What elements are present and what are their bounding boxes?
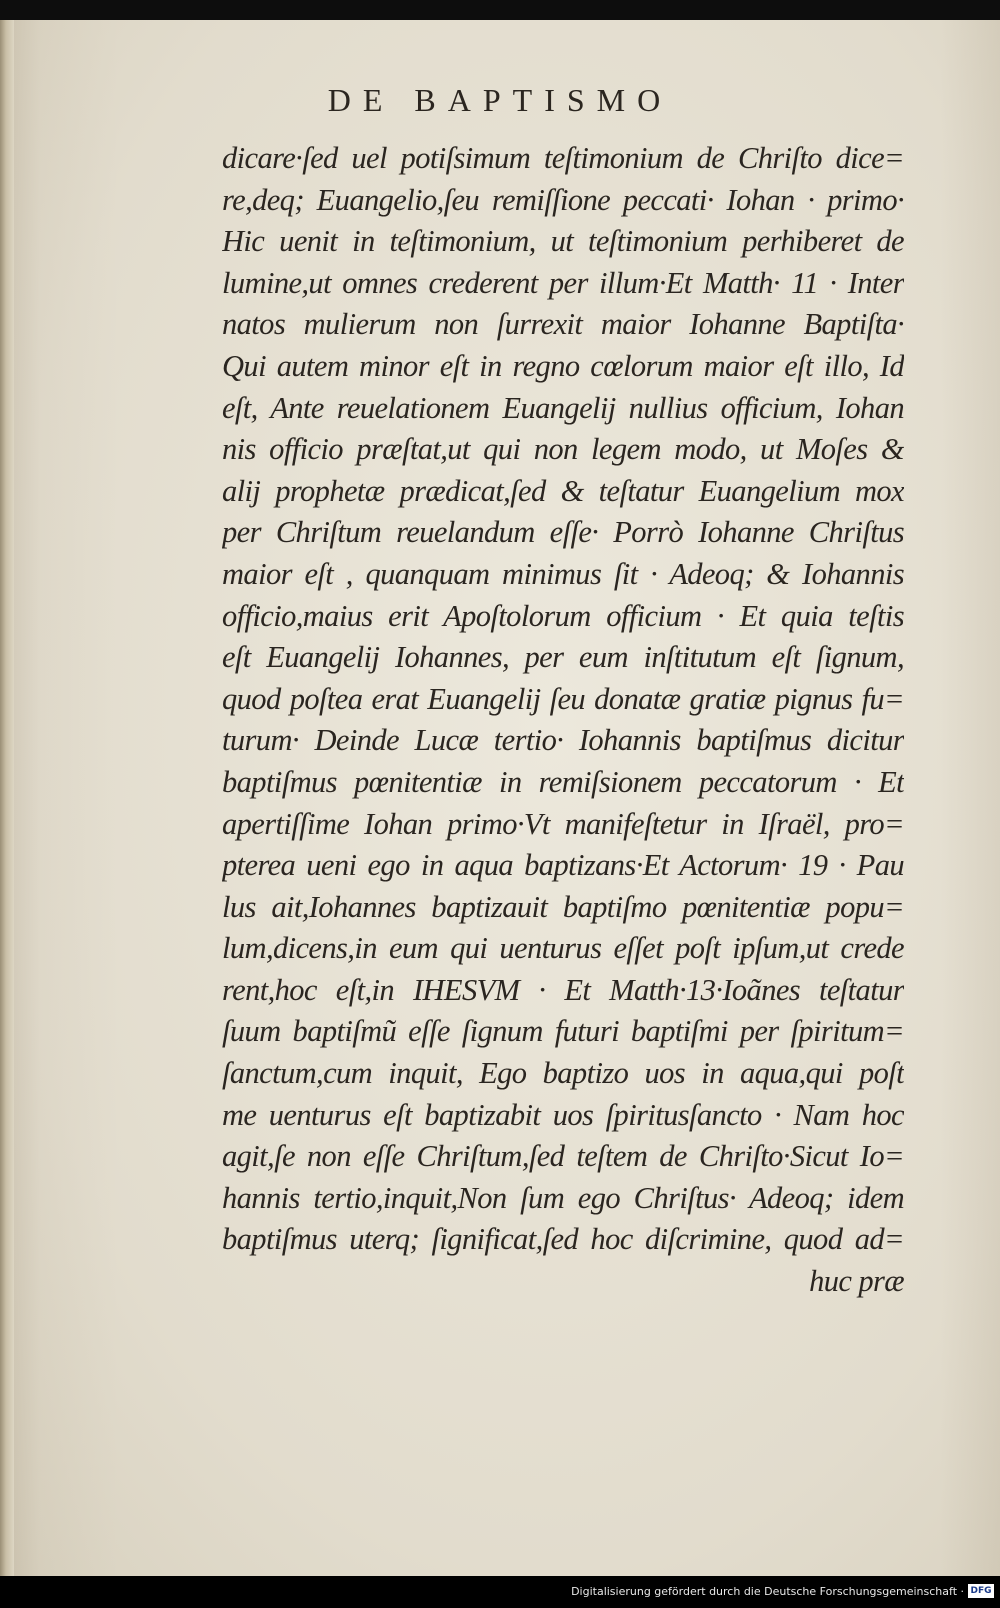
text-line: ſuum baptiſmũ eſſe ſignum futuri baptiſmi per ſpiritum= [222,1014,904,1049]
text-line: baptiſmus uterq; ſignificat,ſed hoc diſcrimine, quod ad= [222,1222,904,1257]
text-line: apertiſſime Iohan primo·Vt manifeſtetur in Iſraël, pro= [222,806,904,841]
text-line: natos mulierum non ſurrexit maior Iohanne Baptiſta· [222,307,904,342]
text-line: re,deq; Euangelio,ſeu remiſſione peccati· Iohan · primo· [222,182,904,217]
text-line: eſt, Ante reuelationem Euangelij nullius officium, Iohan [222,390,904,425]
text-line: Qui autem minor eſt in regno cœlorum maior eſt illo, Id [222,348,904,383]
text-line: nis officio præſtat,ut qui non legem modo, ut Moſes & [222,432,904,467]
text-line: agit,ſe non eſſe Chriſtum,ſed teſtem de Chriſto·Sicut Io= [222,1139,904,1174]
text-line: ſanctum,cum inquit, Ego baptizo uos in aqua,qui poſt [222,1056,904,1091]
top-border [0,0,1000,20]
body-text [222,138,904,1303]
text-line: rent,hoc eſt,in IHESVM · Et Matth·13·Ioãnes teſtatur [222,972,904,1007]
text-line: me uenturus eſt baptizabit uos ſpiritusſancto · Nam hoc [222,1097,904,1132]
text-line: baptiſmus pœnitentiæ in remiſsionem peccatorum · Et [222,764,904,799]
text-line: lum,dicens,in eum qui uenturus eſſet poſt ipſum,ut crede [222,931,904,966]
text-line: hannis tertio,inquit,Non ſum ego Chriſtus· Adeoq; idem [222,1180,904,1215]
text-line: quod poſtea erat Euangelij ſeu donatæ gratiæ pignus fu= [222,681,904,716]
running-head: DE BAPTISMO [327,82,673,118]
text-line: per Chriſtum reuelandum eſſe· Porrò Iohanne Chriſtus [222,515,904,550]
text-line: lus ait,Iohannes baptizauit baptiſmo pœnitentiæ popu= [222,889,904,924]
text-line: alij prophetæ prædicat,ſed & teſtatur Euangelium mox [222,473,904,508]
text-line: eſt Euangelij Iohannes, per eum inſtitutum eſt ſignum, [222,640,904,675]
text-line: pterea ueni ego in aqua baptizans·Et Actorum· 19 · Pau [222,848,904,883]
text-line: dicare·ſed uel potiſsimum teſtimonium de Chriſto dice= [222,141,904,175]
text-line: Hic uenit in teſtimonium, ut teſtimonium perhiberet de [222,224,904,259]
text-line: maior eſt , quanquam minimus ſit · Adeoq; & Iohannis [222,556,904,591]
text-line: turum· Deinde Lucæ tertio· Iohannis baptiſmus dicitur [222,723,904,758]
digitization-credit: Digitalisierung gefördert durch die Deutsche Forschungsgemeinschaft · [571,1585,964,1598]
dfg-logo: DFG [968,1584,994,1598]
text-line: lumine,ut omnes crederent per illum·Et Matth· 11 · Inter [222,265,904,300]
page-binding-edge [0,20,14,1576]
text-line: officio,maius erit Apoſtolorum officium · Et quia teſtis [222,598,904,633]
text-line: huc præ [809,1264,904,1299]
